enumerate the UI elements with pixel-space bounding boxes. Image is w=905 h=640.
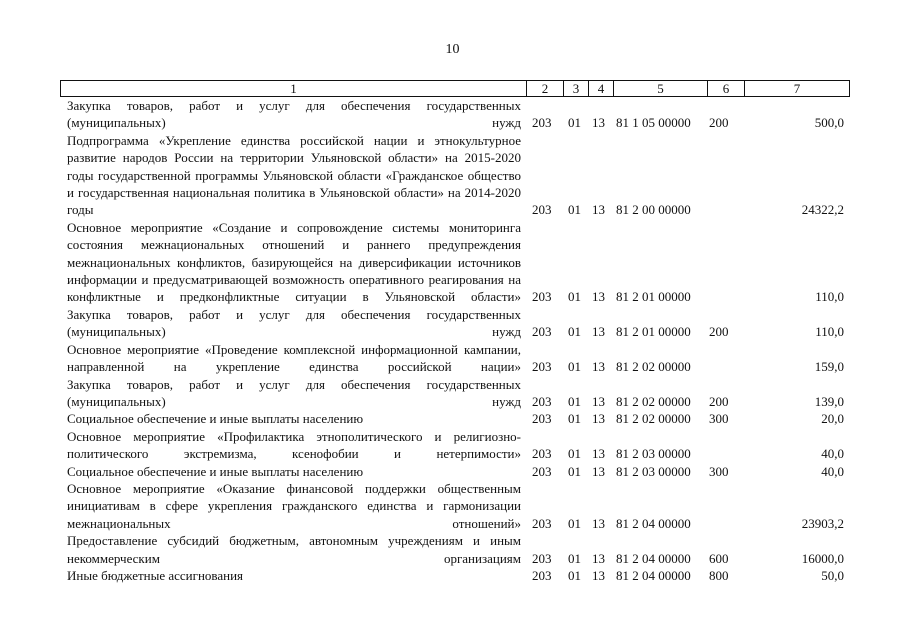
column-header-6: 6 xyxy=(708,81,745,97)
target-article-code: 81 1 05 00000 xyxy=(616,115,691,131)
amount: 159,0 xyxy=(814,359,844,375)
column-header-5: 5 xyxy=(614,81,708,97)
section-code: 01 xyxy=(568,515,581,531)
row-description: Подпрограмма «Укрепление единства российской нации и этнокультурное развитие народов России на территории Ульяновской области» на 2015-2020 годы государственной программы Ульяновской области «Гражданское общество и государственная национальная политика в Ульяновской области» на 2014-2020 годы xyxy=(67,132,521,218)
column-header-row xyxy=(61,81,850,97)
section-code: 01 xyxy=(568,411,581,427)
section-code: 01 xyxy=(568,115,581,131)
table-row xyxy=(0,463,905,480)
row-description: Закупка товаров, работ и услуг для обеспечения государственных (муниципальных) нужд xyxy=(67,376,521,409)
table-row xyxy=(0,132,905,219)
ministry-code: 203 xyxy=(532,567,552,583)
target-article-code: 81 2 04 00000 xyxy=(616,550,691,566)
column-header-3: 3 xyxy=(564,81,589,97)
table-row xyxy=(0,480,905,532)
row-values xyxy=(0,515,905,532)
table-row xyxy=(0,376,905,411)
subsection-code: 13 xyxy=(592,550,605,566)
row-values xyxy=(0,288,905,305)
ministry-code: 203 xyxy=(532,446,552,462)
ministry-code: 203 xyxy=(532,550,552,566)
target-article-code: 81 2 04 00000 xyxy=(616,515,691,531)
subsection-code: 13 xyxy=(592,446,605,462)
amount: 50,0 xyxy=(821,567,844,583)
row-description: Социальное обеспечение и иные выплаты населению xyxy=(67,411,364,427)
target-article-code: 81 2 02 00000 xyxy=(616,393,691,409)
table-row xyxy=(0,306,905,341)
ministry-code: 203 xyxy=(532,202,552,218)
row-values xyxy=(0,567,905,584)
target-article-code: 81 2 03 00000 xyxy=(616,446,691,462)
expense-type-code: 300 xyxy=(709,411,729,427)
row-values xyxy=(0,114,905,131)
target-article-code: 81 2 02 00000 xyxy=(616,359,691,375)
section-code: 01 xyxy=(568,289,581,305)
amount: 23903,2 xyxy=(801,515,844,531)
amount: 110,0 xyxy=(815,289,844,305)
subsection-code: 13 xyxy=(592,393,605,409)
target-article-code: 81 2 03 00000 xyxy=(616,463,691,479)
subsection-code: 13 xyxy=(592,115,605,131)
row-description: Закупка товаров, работ и услуг для обеспечения государственных (муниципальных) нужд xyxy=(67,98,521,131)
row-values xyxy=(0,201,905,218)
column-header-4: 4 xyxy=(589,81,614,97)
amount: 139,0 xyxy=(814,393,844,409)
amount: 40,0 xyxy=(821,446,844,462)
ministry-code: 203 xyxy=(532,393,552,409)
subsection-code: 13 xyxy=(592,324,605,340)
ministry-code: 203 xyxy=(532,359,552,375)
row-values xyxy=(0,358,905,375)
row-description: Социальное обеспечение и иные выплаты населению xyxy=(67,463,364,479)
expense-type-code: 200 xyxy=(709,115,729,131)
row-description: Закупка товаров, работ и услуг для обеспечения государственных (муниципальных) нужд xyxy=(67,306,521,340)
amount: 20,0 xyxy=(821,411,844,427)
ministry-code: 203 xyxy=(532,515,552,531)
table-row xyxy=(0,428,905,463)
amount: 16000,0 xyxy=(801,550,844,566)
section-code: 01 xyxy=(568,393,581,409)
row-values xyxy=(0,550,905,567)
row-values xyxy=(0,410,905,427)
ministry-code: 203 xyxy=(532,289,552,305)
ministry-code: 203 xyxy=(532,115,552,131)
expense-type-code: 200 xyxy=(709,393,729,409)
expense-type-code: 600 xyxy=(709,550,729,566)
row-values xyxy=(0,323,905,340)
table-row xyxy=(0,341,905,376)
table-row xyxy=(0,219,905,306)
target-article-code: 81 2 00 00000 xyxy=(616,202,691,218)
column-header-7: 7 xyxy=(745,81,850,97)
subsection-code: 13 xyxy=(592,567,605,583)
amount: 110,0 xyxy=(815,324,844,340)
column-header-2: 2 xyxy=(527,81,564,97)
amount: 24322,2 xyxy=(801,202,844,218)
ministry-code: 203 xyxy=(532,463,552,479)
subsection-code: 13 xyxy=(592,202,605,218)
row-description: Основное мероприятие «Создание и сопровождение системы мониторинга состояния межнациональных отношений и раннего предупреждения межнациональных конфликтов, базирующейся на диверсификации источников информации и предусматривающей возможность оперативного реагирования на конфликтные и предконфликтные ситуации в Ульяновской области» xyxy=(67,219,521,305)
row-values xyxy=(0,393,905,410)
ministry-code: 203 xyxy=(532,324,552,340)
target-article-code: 81 2 01 00000 xyxy=(616,289,691,305)
column-header-1: 1 xyxy=(61,81,527,97)
column-header-table xyxy=(60,80,850,97)
table-row xyxy=(0,97,905,132)
target-article-code: 81 2 02 00000 xyxy=(616,411,691,427)
expense-type-code: 200 xyxy=(709,324,729,340)
row-description: Иные бюджетные ассигнования xyxy=(67,567,244,583)
row-values xyxy=(0,463,905,480)
page-number: 10 xyxy=(445,42,460,57)
target-article-code: 81 2 01 00000 xyxy=(616,324,691,340)
expense-type-code: 800 xyxy=(709,567,729,583)
table-row xyxy=(0,567,905,584)
row-values xyxy=(0,445,905,462)
section-code: 01 xyxy=(568,463,581,479)
expense-type-code: 300 xyxy=(709,463,729,479)
row-description: Предоставление субсидий бюджетным, автономным учреждениям и иным некоммерческим организациям xyxy=(67,533,521,566)
section-code: 01 xyxy=(568,202,581,218)
budget-rows xyxy=(0,97,905,584)
row-description: Основное мероприятие «Оказание финансовой поддержки общественным инициативам в сфере укрепления гражданского единства и гармонизации межнациональных отношений» xyxy=(67,480,521,531)
target-article-code: 81 2 04 00000 xyxy=(616,567,691,583)
section-code: 01 xyxy=(568,446,581,462)
section-code: 01 xyxy=(568,359,581,375)
table-row xyxy=(0,410,905,427)
amount: 40,0 xyxy=(821,463,844,479)
subsection-code: 13 xyxy=(592,463,605,479)
amount: 500,0 xyxy=(814,115,844,131)
section-code: 01 xyxy=(568,324,581,340)
subsection-code: 13 xyxy=(592,411,605,427)
table-row xyxy=(0,532,905,567)
section-code: 01 xyxy=(568,567,581,583)
row-description: Основное мероприятие «Проведение комплексной информационной кампании, направленной на укрепление единства российской нации» xyxy=(67,341,521,375)
row-description: Основное мероприятие «Профилактика этнополитического и религиозно-политического экстремизма, ксенофобии и нетерпимости» xyxy=(67,428,521,462)
subsection-code: 13 xyxy=(592,289,605,305)
subsection-code: 13 xyxy=(592,515,605,531)
section-code: 01 xyxy=(568,550,581,566)
subsection-code: 13 xyxy=(592,359,605,375)
ministry-code: 203 xyxy=(532,411,552,427)
